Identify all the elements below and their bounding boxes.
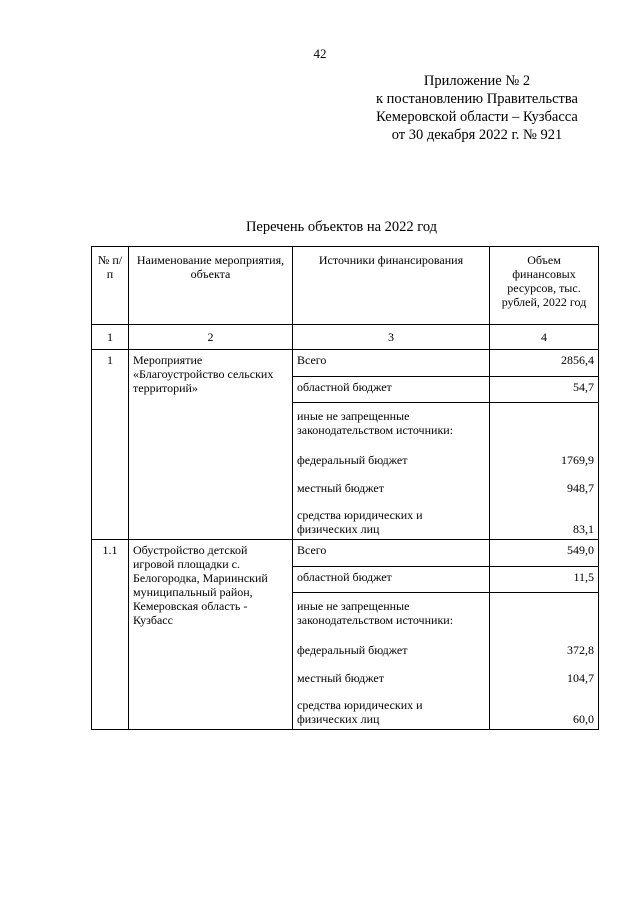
object-name: Обустройство детской игровой площадки с. Белогородка, Мариинский муниципальный район, Кемеровская область - Кузбасс: [129, 540, 293, 730]
source-label: федеральный бюджет: [293, 632, 490, 660]
annex-line-4: от 30 декабря 2022 г. № 921: [391, 127, 563, 143]
annex-heading: [362, 72, 592, 144]
header-name: Наименование мероприятия, объекта: [129, 247, 293, 325]
objects-table: [91, 246, 599, 730]
document-title: Перечень объектов на 2022 год: [245, 219, 438, 235]
header-number: № п/п: [92, 247, 129, 325]
source-label: местный бюджет: [293, 660, 490, 688]
annex-line-1: Приложение № 2: [423, 73, 531, 89]
source-value: 104,7: [490, 660, 599, 688]
source-value: 60,0: [490, 688, 599, 730]
source-label: Всего: [293, 540, 490, 567]
source-label: средства юридических и физических лиц: [293, 688, 490, 730]
source-value: 2856,4: [490, 350, 599, 377]
source-value: 83,1: [490, 498, 599, 540]
source-value: 948,7: [490, 470, 599, 498]
source-label: средства юридических и физических лиц: [293, 498, 490, 540]
source-value: 549,0: [490, 540, 599, 567]
column-number: 2: [129, 325, 293, 350]
source-value: 372,8: [490, 632, 599, 660]
annex-line-2: к постановлению Правительства: [376, 91, 578, 107]
source-value: 54,7: [490, 377, 599, 403]
column-numbers-row: [92, 325, 599, 350]
source-label: Всего: [293, 350, 490, 377]
header-sources: Источники финансирования: [293, 247, 490, 325]
source-label: федеральный бюджет: [293, 442, 490, 470]
page-number: 42: [313, 46, 327, 61]
source-label: местный бюджет: [293, 470, 490, 498]
source-value: 1769,9: [490, 442, 599, 470]
row-number: 1: [92, 350, 129, 540]
table-header-row: [92, 247, 599, 325]
source-label: иные не запрещенные законодательством источники:: [293, 593, 490, 633]
header-volume: Объем финансовых ресурсов, тыс. рублей, 2022 год: [490, 247, 599, 325]
source-value: 11,5: [490, 567, 599, 593]
table-row: [92, 350, 599, 377]
source-label: областной бюджет: [293, 377, 490, 403]
object-name: Мероприятие «Благоустройство сельских территорий»: [129, 350, 293, 540]
annex-line-3: Кемеровской области – Кузбасса: [376, 109, 578, 125]
column-number: 4: [490, 325, 599, 350]
empty-cell: [490, 593, 599, 633]
column-number: 3: [293, 325, 490, 350]
table-row: [92, 540, 599, 567]
source-label: иные не запрещенные законодательством источники:: [293, 403, 490, 443]
source-label: областной бюджет: [293, 567, 490, 593]
empty-cell: [490, 403, 599, 443]
row-number: 1.1: [92, 540, 129, 730]
column-number: 1: [92, 325, 129, 350]
